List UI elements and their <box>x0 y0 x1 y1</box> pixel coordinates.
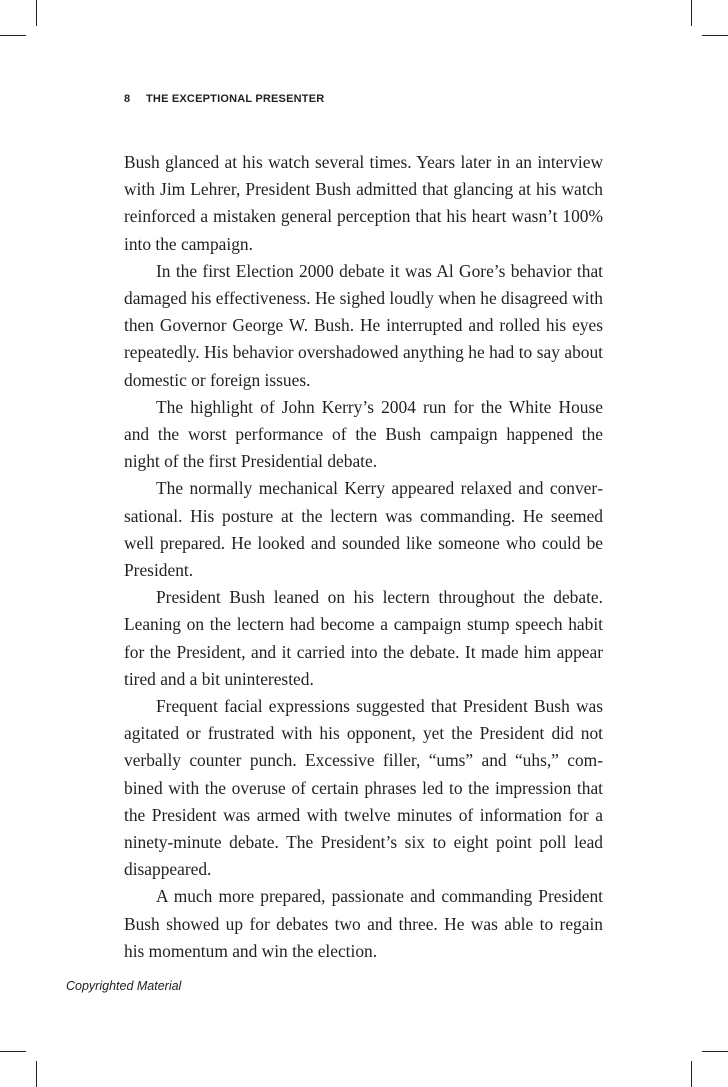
paragraph: In the first Election 2000 debate it was Al Gore’s behavior that damaged his effectiveness. He sighed loudly when he disagreed with then Governor George W. Bush. He interrupted and rolled his eyes repeatedly. His behavior overshadowed anything he had to say about domestic or foreign issues. <box>124 260 603 390</box>
paragraph: The highlight of John Kerry’s 2004 run for the White House and the worst performance of the Bush campaign happened the night of the first Presidential debate. <box>124 396 603 472</box>
paragraph: President Bush leaned on his lectern throughout the debate. Leaning on the lectern had become a campaign stump speech habit for the President, and it carried into the debate. It made him appear tired and a bit uninterested. <box>124 587 603 689</box>
crop-mark-bottom-right-vertical <box>691 1061 692 1087</box>
copyright-notice: Copyrighted Material <box>66 979 182 993</box>
body-text <box>124 149 603 965</box>
crop-mark-bottom-right-horizontal <box>702 1051 728 1052</box>
page-number: 8 <box>124 93 131 105</box>
crop-mark-top-left-horizontal <box>0 35 26 36</box>
running-head <box>124 93 324 105</box>
crop-mark-top-right-vertical <box>691 0 692 26</box>
paragraph: Frequent facial expressions suggested that President Bush was agitated or frustrated with his opponent, yet the President did not verbally counter punch. Excessive filler, “ums” and “uhs,” combined with the overuse of certain phrases led to the impression that the President was armed with twelve minutes of information for a ninety-minute debate. The President’s six to eight point poll lead disappeared. <box>124 696 603 880</box>
book-title: THE EXCEPTIONAL PRESENTER <box>146 93 325 105</box>
crop-mark-top-right-horizontal <box>702 35 728 36</box>
crop-mark-top-left-vertical <box>36 0 37 26</box>
crop-mark-bottom-left-vertical <box>36 1061 37 1087</box>
paragraph: Bush glanced at his watch several times. Years later in an interview with Jim Lehrer, President Bush admitted that glancing at his watch reinforced a mistaken general perception that his heart wasn’t 100% into the campaign. <box>124 152 603 254</box>
crop-mark-bottom-left-horizontal <box>0 1051 26 1052</box>
paragraph: The normally mechanical Kerry appeared relaxed and conversational. His posture at the lectern was commanding. He seemed well prepared. He looked and sounded like someone who could be President. <box>124 478 603 581</box>
paragraph: A much more prepared, passionate and commanding President Bush showed up for debates two and three. He was able to regain his momentum and win the election. <box>124 886 603 961</box>
